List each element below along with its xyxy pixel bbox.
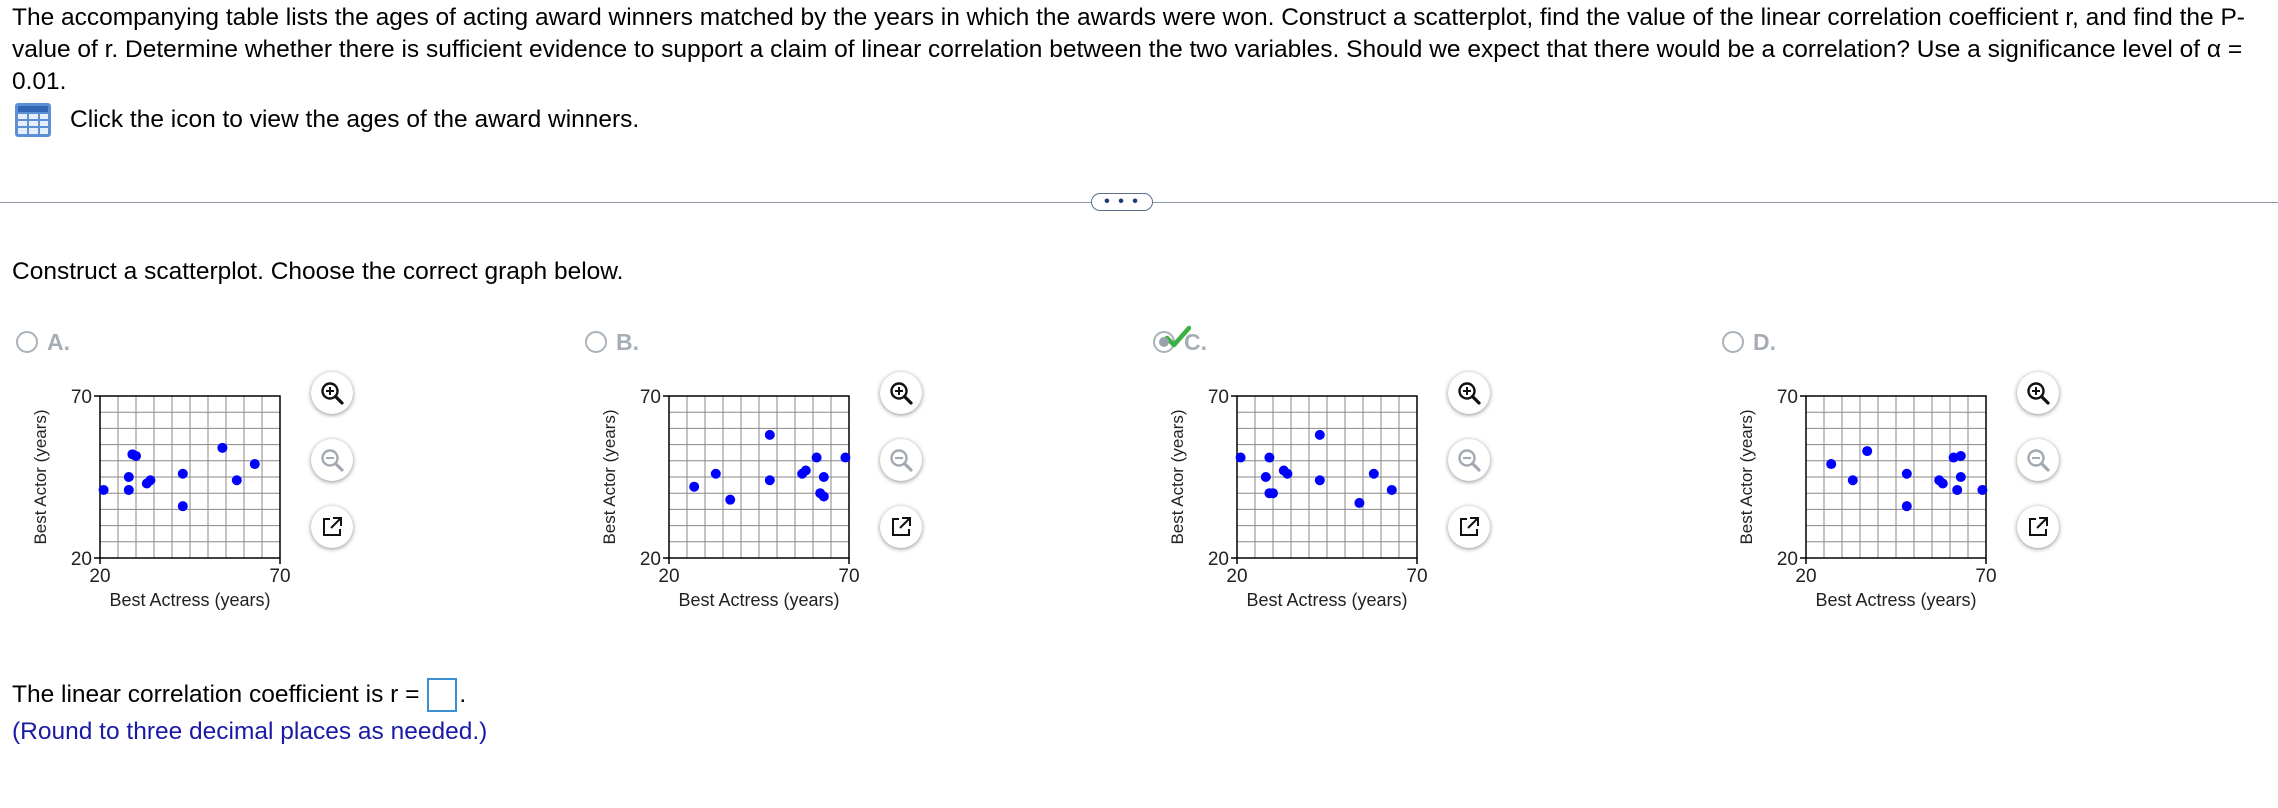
answer-suffix: . bbox=[459, 681, 467, 708]
x-tick-label-right: 70 bbox=[1406, 566, 1428, 587]
correlation-answer-row bbox=[12, 678, 466, 712]
data-point bbox=[1282, 469, 1292, 479]
rounding-hint: (Round to three decimal places as needed.) bbox=[12, 718, 488, 745]
data-point bbox=[178, 501, 188, 511]
correct-check-icon bbox=[1165, 325, 1191, 349]
data-point bbox=[145, 475, 155, 485]
y-tick-label-bottom: 20 bbox=[639, 549, 661, 570]
problem-statement: The accompanying table lists the ages of acting award winners matched by the years in which the awards were won. Construct a scatterplot, find the value of the linear correlation coefficient r, and find the P-value of r. Determine whether there is sufficient evidence to support a claim of linear correlation between the two variables. Should we expect that there would be a correlation? Use a significance level of α = 0.01. bbox=[12, 4, 2245, 95]
y-tick-label-top: 70 bbox=[639, 387, 661, 408]
open-new-window-icon bbox=[2025, 514, 2051, 540]
y-tick-label-bottom: 20 bbox=[70, 549, 92, 570]
x-axis-label: Best Actress (years) bbox=[678, 590, 840, 610]
zoom-in-icon bbox=[319, 380, 345, 406]
data-point bbox=[1387, 485, 1397, 495]
option-a-radio[interactable] bbox=[16, 331, 38, 353]
scatterplot bbox=[585, 380, 875, 620]
scatterplot bbox=[16, 380, 306, 620]
data-point bbox=[1369, 469, 1379, 479]
view-data-row[interactable] bbox=[14, 102, 639, 138]
zoom-out-button[interactable] bbox=[1448, 439, 1490, 481]
open-new-window-button[interactable] bbox=[311, 506, 353, 548]
data-point bbox=[725, 495, 735, 505]
option-d-header[interactable] bbox=[1722, 322, 1776, 362]
data-point bbox=[1902, 469, 1912, 479]
data-point bbox=[765, 475, 775, 485]
graph-tools bbox=[1448, 372, 1490, 573]
graph-tools bbox=[311, 372, 353, 573]
option-c[interactable] bbox=[1153, 322, 1713, 622]
y-tick-label-bottom: 20 bbox=[1776, 549, 1798, 570]
data-point bbox=[765, 430, 775, 440]
option-a[interactable] bbox=[16, 322, 576, 622]
x-tick-label-right: 70 bbox=[1975, 566, 1997, 587]
option-d[interactable] bbox=[1722, 322, 2278, 622]
data-point bbox=[1268, 488, 1278, 498]
y-tick-label-top: 70 bbox=[1207, 387, 1229, 408]
zoom-out-icon bbox=[888, 447, 914, 473]
question-prompt: Construct a scatterplot. Choose the correct graph below. bbox=[12, 258, 624, 285]
x-tick-label-right: 70 bbox=[269, 566, 291, 587]
expand-more-button[interactable]: • • • bbox=[1091, 193, 1153, 211]
data-point bbox=[1956, 451, 1966, 461]
zoom-out-icon bbox=[1456, 447, 1482, 473]
data-point bbox=[819, 472, 829, 482]
open-new-window-button[interactable] bbox=[1448, 506, 1490, 548]
open-new-window-icon bbox=[888, 514, 914, 540]
option-c-radio[interactable] bbox=[1153, 331, 1175, 353]
graph-tools bbox=[880, 372, 922, 573]
data-point bbox=[217, 443, 227, 453]
data-point bbox=[1236, 453, 1246, 463]
data-point bbox=[819, 491, 829, 501]
answer-prompt: The linear correlation coefficient is r = bbox=[12, 681, 420, 708]
zoom-in-button[interactable] bbox=[1448, 372, 1490, 414]
zoom-in-button[interactable] bbox=[311, 372, 353, 414]
zoom-out-icon bbox=[2025, 447, 2051, 473]
option-c-letter: C. bbox=[1184, 328, 1207, 355]
scatterplot bbox=[1722, 380, 2012, 620]
zoom-in-icon bbox=[2025, 380, 2051, 406]
y-tick-label-top: 70 bbox=[1776, 387, 1798, 408]
data-point bbox=[1848, 475, 1858, 485]
y-axis-label: Best Actor (years) bbox=[1737, 409, 1756, 545]
data-point bbox=[1956, 472, 1966, 482]
data-point bbox=[124, 472, 134, 482]
zoom-in-button[interactable] bbox=[880, 372, 922, 414]
data-point bbox=[1315, 475, 1325, 485]
x-tick-label-right: 70 bbox=[838, 566, 860, 587]
zoom-out-icon bbox=[319, 447, 345, 473]
open-new-window-icon bbox=[1456, 514, 1482, 540]
data-point bbox=[1862, 446, 1872, 456]
data-point bbox=[840, 453, 850, 463]
zoom-in-button[interactable] bbox=[2017, 372, 2059, 414]
data-point bbox=[1264, 453, 1274, 463]
option-b-radio[interactable] bbox=[585, 331, 607, 353]
x-axis-label: Best Actress (years) bbox=[109, 590, 271, 610]
correlation-input[interactable] bbox=[427, 678, 457, 712]
option-a-letter: A. bbox=[47, 328, 70, 355]
x-tick-label-left: 20 bbox=[1226, 566, 1248, 587]
open-new-window-icon bbox=[319, 514, 345, 540]
option-d-radio[interactable] bbox=[1722, 331, 1744, 353]
y-axis-label: Best Actor (years) bbox=[31, 409, 50, 545]
data-point bbox=[232, 475, 242, 485]
x-tick-label-left: 20 bbox=[1795, 566, 1817, 587]
option-c-header[interactable] bbox=[1153, 322, 1207, 362]
scatterplot bbox=[1153, 380, 1443, 620]
option-b-letter: B. bbox=[616, 328, 639, 355]
data-point bbox=[250, 459, 260, 469]
open-new-window-button[interactable] bbox=[880, 506, 922, 548]
data-point bbox=[1315, 430, 1325, 440]
zoom-in-icon bbox=[1456, 380, 1482, 406]
data-point bbox=[1938, 478, 1948, 488]
y-axis-label: Best Actor (years) bbox=[1168, 409, 1187, 545]
table-grid-icon[interactable] bbox=[14, 102, 52, 138]
option-b-header[interactable] bbox=[585, 322, 639, 362]
data-point bbox=[689, 482, 699, 492]
zoom-out-button[interactable] bbox=[311, 439, 353, 481]
x-tick-label-left: 20 bbox=[658, 566, 680, 587]
zoom-out-button[interactable] bbox=[2017, 439, 2059, 481]
data-point bbox=[124, 485, 134, 495]
data-point bbox=[801, 466, 811, 476]
data-point bbox=[1354, 498, 1364, 508]
data-point bbox=[1952, 485, 1962, 495]
data-point bbox=[1902, 501, 1912, 511]
option-d-letter: D. bbox=[1753, 328, 1776, 355]
graph-tools bbox=[2017, 372, 2059, 573]
y-tick-label-top: 70 bbox=[70, 387, 92, 408]
view-ages-link[interactable]: Click the icon to view the ages of the award winners. bbox=[70, 106, 640, 133]
y-tick-label-bottom: 20 bbox=[1207, 549, 1229, 570]
open-new-window-button[interactable] bbox=[2017, 506, 2059, 548]
y-axis-label: Best Actor (years) bbox=[600, 409, 619, 545]
zoom-in-icon bbox=[888, 380, 914, 406]
data-point bbox=[1261, 472, 1271, 482]
data-point bbox=[812, 453, 822, 463]
data-point bbox=[99, 485, 109, 495]
zoom-out-button[interactable] bbox=[880, 439, 922, 481]
x-axis-label: Best Actress (years) bbox=[1815, 590, 1977, 610]
data-point bbox=[711, 469, 721, 479]
option-a-header[interactable] bbox=[16, 322, 70, 362]
data-point bbox=[178, 469, 188, 479]
option-b[interactable] bbox=[585, 322, 1145, 622]
data-point bbox=[1977, 485, 1987, 495]
x-tick-label-left: 20 bbox=[89, 566, 111, 587]
x-axis-label: Best Actress (years) bbox=[1246, 590, 1408, 610]
data-point bbox=[1826, 459, 1836, 469]
data-point bbox=[131, 451, 141, 461]
